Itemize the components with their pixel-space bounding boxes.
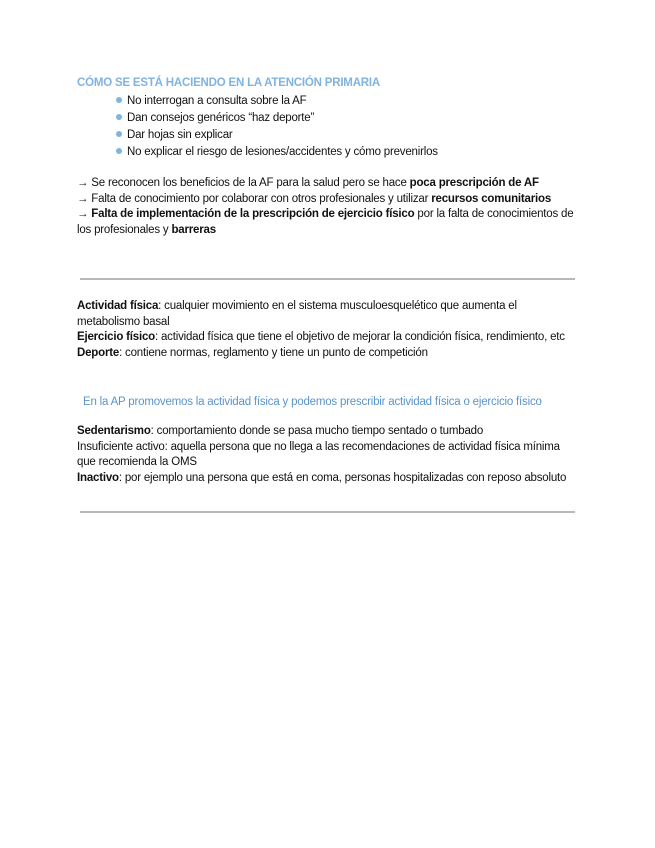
bullet-dot-icon	[116, 97, 122, 103]
point-2-text: → Falta de conocimiento por colaborar con otros profesionales y utilizar	[77, 192, 432, 205]
points-block	[77, 176, 577, 238]
point-3	[77, 207, 577, 238]
term-actividad: Actividad física	[77, 300, 159, 312]
point-1	[77, 176, 577, 192]
text-inactivo: : por ejemplo una persona que está en coma, personas hospitalizadas con reposo absoluto	[118, 471, 567, 484]
definitions-block	[77, 299, 577, 361]
term-inactivo: Inactivo	[77, 471, 119, 484]
bullet-text: No explicar el riesgo de lesiones/accidentes y cómo prevenirlos	[127, 146, 438, 158]
point-2	[77, 192, 577, 208]
point-2-bold: recursos comunitarios	[431, 192, 552, 205]
term-ejercicio: Ejercicio físico	[77, 331, 155, 343]
point-3-text: por la falta de conocimientos de los profesionales y	[77, 208, 574, 236]
text-deporte: : contiene normas, reglamento y tiene un punto de competición	[119, 346, 428, 359]
bullet-list	[116, 93, 438, 161]
section-heading: CÓMO SE ESTÁ HACIENDO EN LA ATENCIÓN PRIMARIA	[77, 77, 380, 89]
list-item	[116, 127, 438, 144]
list-item	[116, 93, 438, 110]
point-1-bold: poca prescripción de AF	[409, 177, 539, 189]
bullet-dot-icon	[116, 131, 122, 137]
text-ejercicio: : actividad física que tiene el objetivo de mejorar la condición física, rendimiento, etc	[154, 331, 565, 343]
text-actividad: : cualquier movimiento en el sistema musculoesquelético que aumenta el metabolismo basal	[77, 300, 517, 328]
point-3-bold: Falta de implementación de la prescripción de ejercicio físico	[91, 208, 415, 220]
definition-inactivo	[77, 471, 577, 487]
bullet-dot-icon	[116, 148, 122, 154]
bullet-text: No interrogan a consulta sobre la AF	[127, 95, 307, 107]
highlight-note: En la AP promovemos la actividad física y podemos prescribir actividad física o ejercicio físico	[83, 396, 542, 408]
sedentary-block	[77, 424, 577, 486]
point-3-bold-2: barreras	[171, 223, 216, 236]
point-1-text: → Se reconocen los beneficios de la AF para la salud pero se hace	[77, 177, 410, 189]
list-item	[116, 110, 438, 127]
definition-insuficiente: Insuficiente activo: aquella persona que no llega a las recomendaciones de actividad física mínima que recomienda la OMS	[77, 440, 560, 468]
list-item	[116, 144, 438, 161]
point-3-arrow: →	[77, 208, 92, 220]
text-sedentarismo: : comportamiento donde se pasa mucho tiempo sentado o tumbado	[150, 425, 484, 437]
definition-ejercicio	[77, 330, 577, 346]
term-sedentarismo: Sedentarismo	[77, 425, 151, 437]
bullet-text: Dan consejos genéricos “haz deporte”	[127, 112, 315, 124]
definition-sedentarismo	[77, 424, 577, 440]
divider	[80, 511, 575, 513]
bullet-dot-icon	[116, 114, 122, 120]
definition-deporte	[77, 346, 577, 362]
definition-actividad	[77, 299, 577, 330]
divider	[80, 278, 575, 280]
term-deporte: Deporte	[77, 346, 120, 359]
bullet-text: Dar hojas sin explicar	[127, 129, 233, 141]
